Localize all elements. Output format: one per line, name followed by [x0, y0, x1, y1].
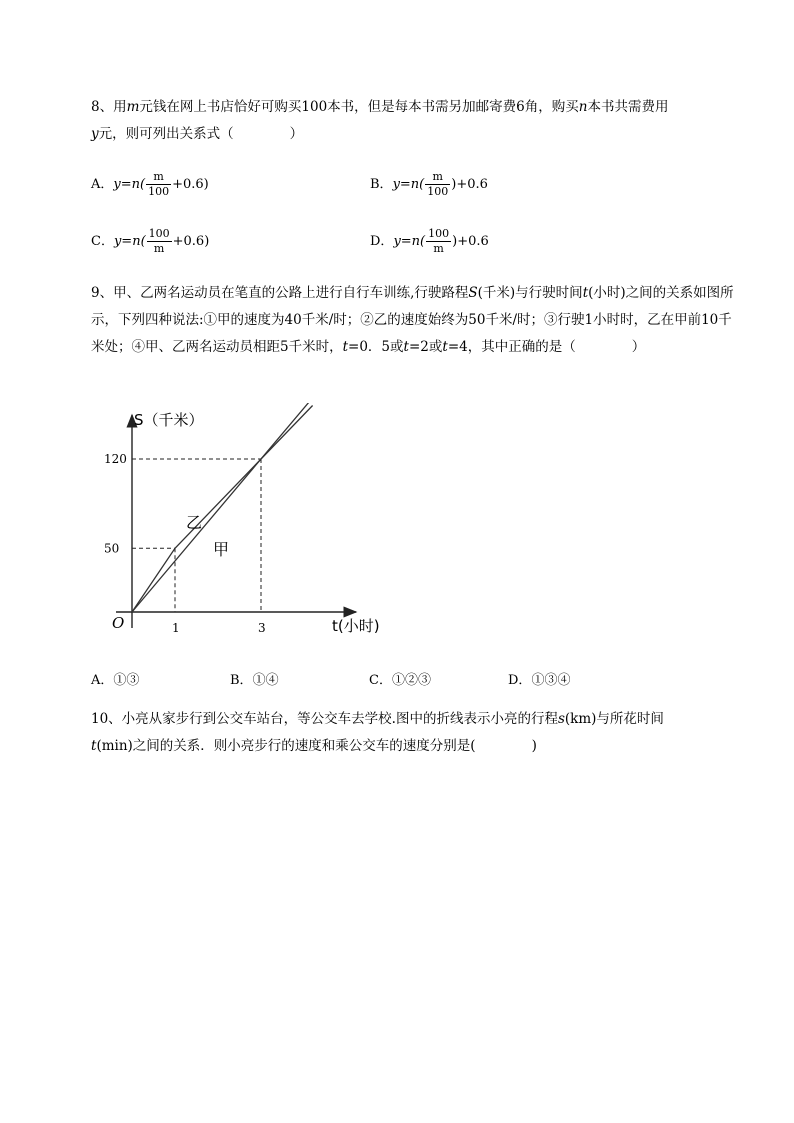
q8-text-1: 8、用 [91, 99, 127, 115]
q9-var-t: t [342, 339, 349, 355]
option-text: ①④ [252, 673, 279, 688]
series-label-yi: 乙 [186, 513, 203, 532]
x-axis-label: t(小时) [332, 617, 380, 635]
series-lines [132, 403, 313, 612]
option-expr-tail: +0.6) [172, 177, 209, 192]
option-expr-tail: )+0.6 [451, 177, 488, 192]
option-label: D． [370, 234, 394, 249]
q9-text-1: 9、甲、乙两名运动员在笔直的公路上进行自行车训练,行驶路程 [91, 285, 469, 301]
q8-var-y: y [91, 126, 99, 142]
option-label: C． [369, 673, 392, 688]
q10-var-t: t [91, 738, 97, 754]
q9-text-4: =0．5或 [348, 339, 404, 355]
q8-text-5: ） [289, 126, 304, 142]
option-label: A． [91, 177, 114, 192]
x-tick-label: 1 [172, 621, 180, 635]
q9-option-c [369, 669, 431, 688]
q8-option-d [370, 227, 489, 256]
question-10 [91, 706, 741, 760]
fraction-den: 100 [148, 185, 170, 198]
q8-text-4: 元，则可列出关系式（ [98, 126, 234, 142]
fraction-den: m [433, 242, 444, 255]
option-expr: y=n( [113, 177, 146, 192]
q9-text-7: ） [631, 339, 646, 355]
q10-text-3: (min)之间的关系．则小亮步行的速度和乘公交车的速度分别是( [96, 738, 476, 754]
fraction [146, 170, 171, 199]
q9-option-a [91, 669, 139, 688]
fraction-num: 100 [148, 227, 170, 240]
x-tick-label: 3 [258, 621, 266, 635]
q8-var-n: n [578, 99, 588, 115]
q9-var-t: t [582, 285, 589, 301]
question-8 [91, 94, 741, 148]
q9-text-2: (千米)与行驶时间 [477, 285, 583, 301]
series-line-0 [132, 406, 313, 613]
origin-label: O [112, 614, 125, 632]
q10-text-2: (km)与所花时间 [564, 711, 664, 727]
fraction-num: m [425, 170, 450, 185]
fraction-den: 100 [427, 185, 449, 198]
option-label: A． [91, 673, 114, 688]
q9-text-3: (小时)之间的关系如图所示，下列四种说法:①甲的速度为40千米/时；②乙的速度始终为50千米/时；③行驶1小时时，乙在甲前10千米处；④甲、乙两名运动员相距5千米时， [91, 285, 734, 355]
q9-var-t: t [403, 339, 409, 355]
q8-text-3: 本书共需费用 [587, 99, 669, 115]
q8-text-2: 元钱在网上书店恰好可购买100本书，但是每本书需另加邮寄费6角，购买 [139, 99, 579, 115]
option-text: ①②③ [391, 673, 431, 688]
option-label: B． [230, 673, 253, 688]
question-9 [91, 280, 741, 361]
option-expr-tail: )+0.6 [452, 234, 489, 249]
fraction-num: m [146, 170, 171, 185]
q9-text-5: =2或 [408, 339, 443, 355]
q9-option-b [230, 669, 279, 688]
option-text: ①③④ [531, 673, 571, 688]
option-label: C． [91, 234, 114, 249]
option-label: D． [508, 673, 532, 688]
fraction-den: m [153, 242, 165, 255]
q8-var-m: m [126, 99, 140, 115]
distance-time-graph [94, 403, 394, 643]
y-axis-label: S（千米） [134, 411, 204, 429]
y-tick-label: 120 [104, 452, 127, 466]
q10-text-1: 10、小亮从家步行到公交车站台，等公交车去学校.图中的折线表示小亮的行程 [91, 711, 558, 727]
option-expr: y=n( [393, 234, 426, 249]
fraction [425, 170, 450, 199]
option-label: B． [370, 177, 393, 192]
q10-var-s: s [557, 711, 565, 727]
q9-text-6: =4，其中正确的是（ [447, 339, 576, 355]
series-label-jia: 甲 [213, 540, 230, 559]
q9-var-t: t [442, 339, 448, 355]
q8-option-b [370, 170, 488, 199]
option-expr-tail: +0.6) [172, 234, 210, 249]
fraction [426, 227, 451, 256]
q8-option-c [91, 227, 209, 256]
option-expr: y=n( [392, 177, 425, 192]
q10-text-4: ) [531, 738, 537, 754]
fraction-num: 100 [428, 227, 450, 240]
fraction [147, 227, 172, 256]
y-tick-label: 50 [104, 541, 120, 556]
option-text: ①③ [113, 673, 140, 688]
q8-option-a [91, 170, 209, 199]
q9-var-s: S [468, 285, 478, 301]
q9-option-d [508, 669, 570, 688]
option-expr: y=n( [113, 234, 146, 249]
